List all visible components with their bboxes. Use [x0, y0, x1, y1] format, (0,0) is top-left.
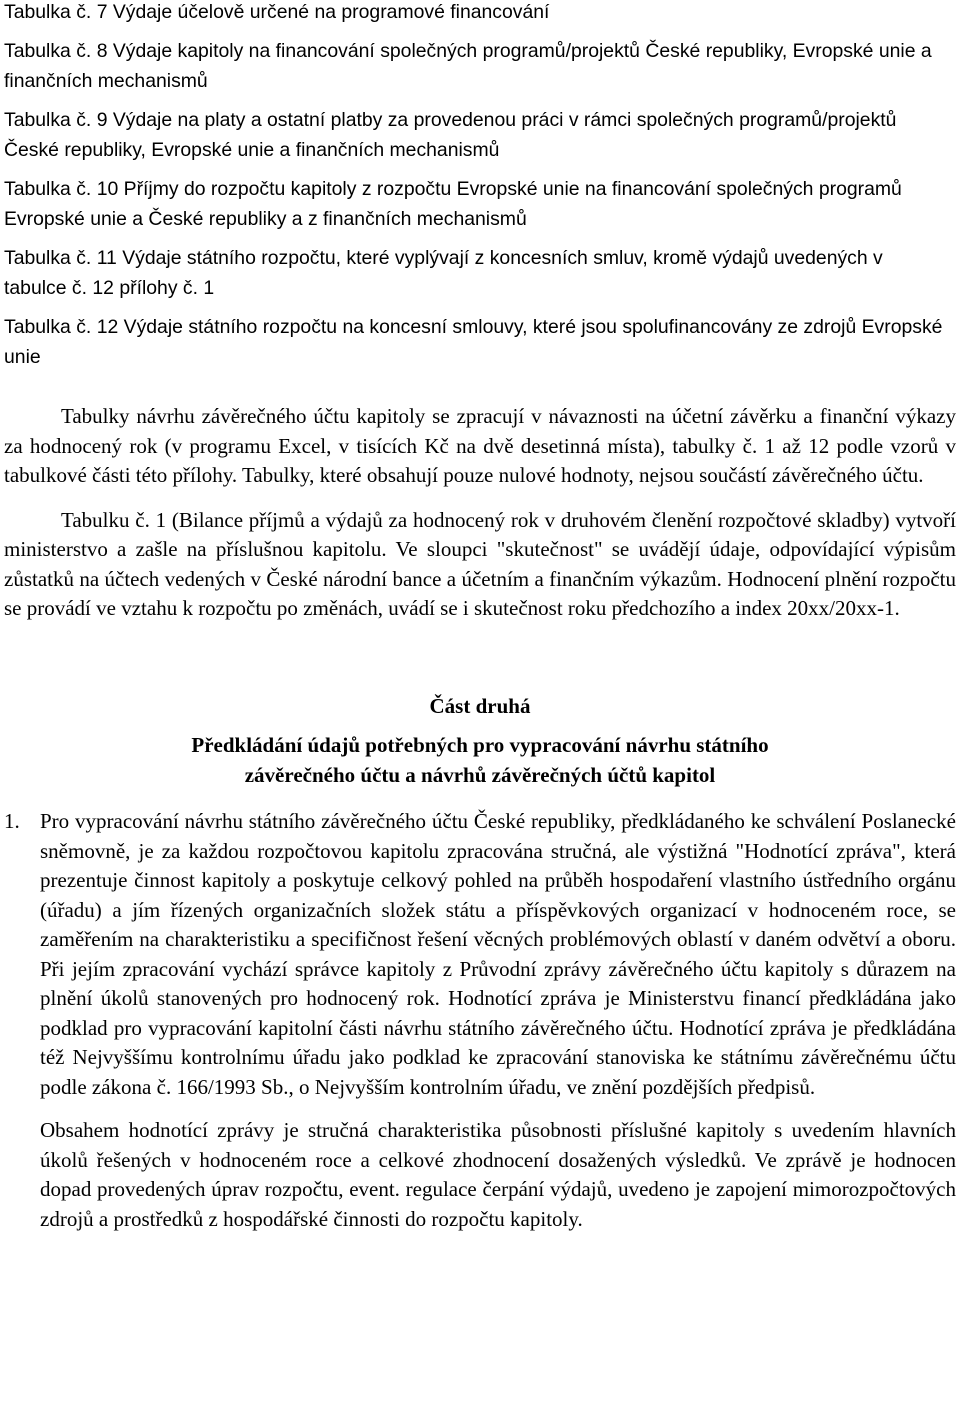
- table-12-caption: Tabulka č. 12 Výdaje státního rozpočtu na koncesní smlouvy, které jsou spolufinancovány ze zdrojů Evropské unie: [4, 316, 943, 368]
- table-10-caption: Tabulka č. 10 Příjmy do rozpočtu kapitoly z rozpočtu Evropské unie na financování společných programů Evropské unie a České republiky a z finančních mechanismů: [4, 178, 902, 230]
- item-paragraph-2: Obsahem hodnotící zprávy je stručná charakteristika působnosti příslušné kapitoly s uvedením hlavních úkolů řešených v hodnoceném roce a celkové zhodnocení dosažených výsledků. Ve zprávě je hodnocen dopad provedených úprav rozpočtu, event. regulace čerpání výdajů, uvedeno je zapojení mimorozpočtových zdrojů a prostředků z hospodářské činnosti do rozpočtu kapitoly.: [40, 1118, 956, 1231]
- item-paragraph-1: Pro vypracování návrhu státního závěrečného účtu České republiky, předkládaného ke schválení Poslanecké sněmovně, je za každou rozpočtovou kapitolu zpracována stručná, ale výstižná "Hodnotící zpráva", která prezentuje činnost kapitoly a poskytuje celkový pohled na průběh hospodaření vlastního ústředního orgánu (úřadu) a jím řízených organizačních složek státu a příspěvkových organizací v hodnoceném roce, se zaměřením na charakteristiku a specifičnost řešení věcných problémových oblastí v daném odvětví a oboru. Při jejím zpracování vychází správce kapitoly z Průvodní zprávy závěrečného účtu kapitoly s důrazem na plnění úkolů stanovených pro hodnocený rok. Hodnotící zpráva je Ministerstvu financí předkládána jako podklad pro vypracování kapitolní části návrhu státního závěrečného účtu. Hodnotící zpráva je předkládána též Nejvyššímu kontrolnímu úřadu jako podklad ke zpracování stanoviska ke státnímu závěrečnému účtu podle zákona č. 166/1993 Sb., o Nejvyšším kontrolním úřadu, ve znění pozdějších předpisů.: [40, 809, 956, 1099]
- table-8-caption: Tabulka č. 8 Výdaje kapitoly na financování společných programů/projektů České republiky, Evropské unie a finančních mechanismů: [4, 40, 932, 92]
- item-body: [40, 807, 956, 1234]
- part-subtitle-line1: Předkládání údajů potřebných pro vypracování návrhu státního: [191, 733, 769, 757]
- table-9-caption: Tabulka č. 9 Výdaje na platy a ostatní platby za provedenou práci v rámci společných programů/projektů České republiky, Evropské unie a finančních mechanismů: [4, 109, 897, 161]
- table-11-caption: Tabulka č. 11 Výdaje státního rozpočtu, které vyplývají z koncesních smluv, kromě výdajů uvedených v tabulce č. 12 přílohy č. 1: [4, 247, 883, 299]
- table-7-caption: Tabulka č. 7 Výdaje účelově určené na programové financování: [4, 1, 550, 23]
- table-list: [4, 0, 956, 372]
- item-number: 1.: [4, 809, 20, 833]
- paragraph-tables: Tabulky návrhu závěrečného účtu kapitoly se zpracují v návaznosti na účetní závěrku a finanční výkazy za hodnocený rok (v programu Excel, v tisících Kč na dvě desetinná místa), tabulky č. 1 až 12 podle vzorů v tabulkové části této přílohy. Tabulky, které obsahují pouze nulové hodnoty, nejsou součástí závěrečného účtu.: [4, 404, 956, 487]
- paragraph-table1: Tabulku č. 1 (Bilance příjmů a výdajů za hodnocený rok v druhovém členění rozpočtové skladby) vytvoří ministerstvo a zašle na příslušnou kapitolu. Ve sloupci "skutečnost" se uvádějí údaje, odpovídající výpisům zůstatků na účtech vedených v České národní bance a účetním a finančním výkazům. Hodnocení plnění rozpočtu se provádí ve vztahu k rozpočtu po změnách, uvádí se i skutečnost roku předchozího a index 20xx/20xx-1.: [4, 507, 956, 620]
- numbered-item-1: [4, 807, 956, 1234]
- part-title: Část druhá: [429, 693, 531, 718]
- part-subtitle-line2: závěrečného účtu a návrhů závěrečných účtů kapitol: [244, 762, 716, 787]
